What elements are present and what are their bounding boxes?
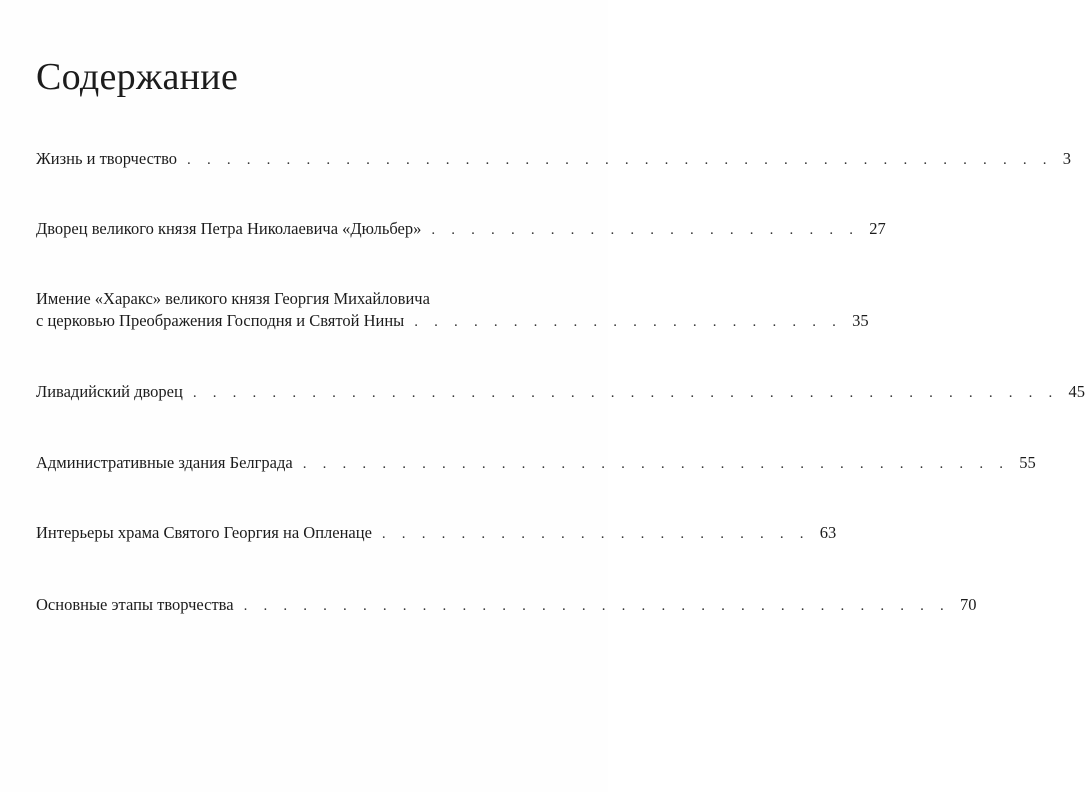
toc-entry-page: 70 bbox=[960, 595, 977, 614]
toc-entry-page: 35 bbox=[852, 311, 869, 330]
toc-entry-5 bbox=[36, 452, 1036, 475]
toc-entry-page: 55 bbox=[1019, 453, 1036, 472]
toc-entry-4 bbox=[36, 381, 1085, 404]
toc-entry-1 bbox=[36, 148, 1071, 171]
dot-leader: . . . . . . . . . . . . . . . . . . . . . . bbox=[414, 314, 843, 330]
toc-entry-title-line2: с церковью Преображения Господня и Святой Нины bbox=[36, 311, 405, 330]
dot-leader: . . . . . . . . . . . . . . . . . . . . . . bbox=[431, 222, 860, 238]
page-title: Содержание bbox=[36, 56, 239, 98]
toc-entry-page: 27 bbox=[869, 219, 886, 238]
toc-entry-title: Основные этапы творчества bbox=[36, 595, 234, 614]
toc-entry-title: Дворец великого князя Петра Николаевича «Дюльбер» bbox=[36, 219, 422, 238]
toc-entry-page: 45 bbox=[1068, 382, 1085, 401]
toc-entry-title: Ливадийский дворец bbox=[36, 382, 183, 401]
toc-entry-2 bbox=[36, 218, 886, 241]
toc-entry-title: Административные здания Белграда bbox=[36, 453, 293, 472]
dot-leader: . . . . . . . . . . . . . . . . . . . . . . . . . . . . . . . . . . . . . . . . . . . . bbox=[187, 152, 1053, 168]
dot-leader: . . . . . . . . . . . . . . . . . . . . . . bbox=[381, 526, 810, 542]
toc-entry-title: Интерьеры храма Святого Георгия на Опленаце bbox=[36, 523, 372, 542]
toc-entry-7 bbox=[36, 594, 977, 617]
dot-leader: . . . . . . . . . . . . . . . . . . . . . . . . . . . . . . . . . . . . bbox=[302, 456, 1010, 472]
toc-entry-page: 63 bbox=[819, 523, 837, 542]
dot-leader: . . . . . . . . . . . . . . . . . . . . . . . . . . . . . . . . . . . . bbox=[243, 598, 951, 614]
toc-entry-6 bbox=[36, 522, 837, 545]
toc-entry-page: 3 bbox=[1062, 149, 1071, 168]
toc-entry-3 bbox=[36, 288, 869, 333]
toc-entry-title: Жизнь и творчество bbox=[36, 149, 178, 168]
toc-entry-title-line1: Имение «Харакс» великого князя Георгия Михайловича bbox=[36, 289, 430, 308]
dot-leader: . . . . . . . . . . . . . . . . . . . . . . . . . . . . . . . . . . . . . . . . . . . . bbox=[192, 385, 1059, 401]
